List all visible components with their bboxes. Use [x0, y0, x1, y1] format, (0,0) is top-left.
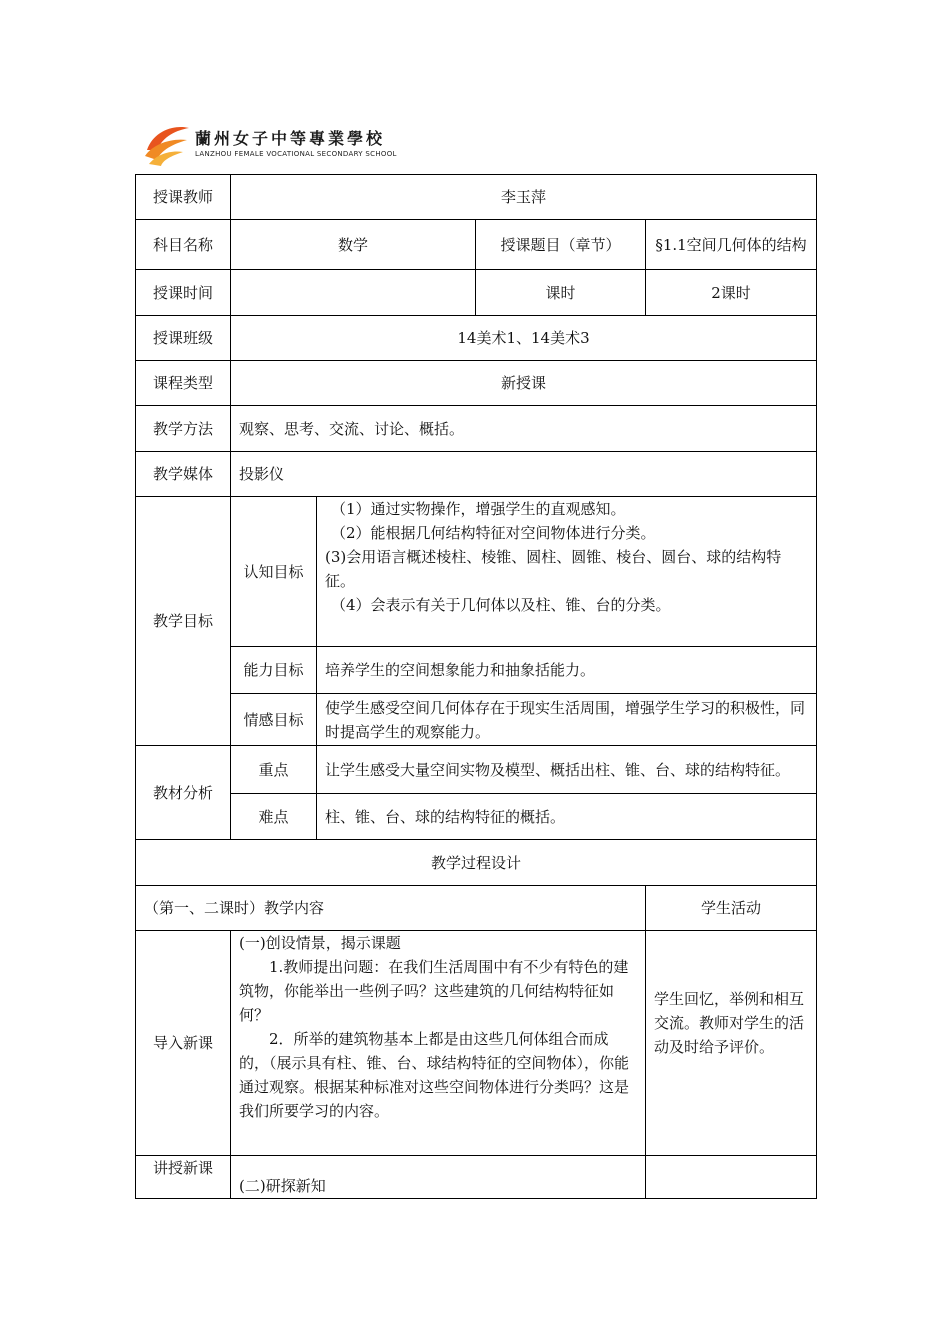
method-label: 教学方法 [136, 406, 231, 452]
time-value [231, 270, 476, 316]
type-label: 课程类型 [136, 361, 231, 406]
time-label: 授课时间 [136, 270, 231, 316]
school-logo [143, 122, 397, 170]
cognitive-item: （4）会表示有关于几何体以及柱、锥、台的分类。 [331, 596, 671, 614]
flame-logo-icon [143, 122, 193, 168]
analysis-label: 教材分析 [136, 746, 231, 840]
cognitive-label: 认知目标 [231, 497, 317, 647]
teacher-value: 李玉萍 [231, 175, 817, 220]
row-goal-emotion [136, 694, 817, 746]
row-analysis-difficult [136, 794, 817, 840]
row-process-header [136, 886, 817, 931]
topic-label: 授课题目（章节） [476, 220, 646, 270]
row-intro [136, 931, 817, 1156]
subject-value: 数学 [231, 220, 476, 270]
emotion-label: 情感目标 [231, 694, 317, 746]
cognitive-item: （1）通过实物操作，增强学生的直观感知。 [331, 500, 626, 518]
row-media [136, 452, 817, 497]
difficult-value: 柱、锥、台、球的结构特征的概括。 [317, 794, 817, 840]
content-header: （第一、二课时）教学内容 [136, 886, 646, 931]
cognitive-value [317, 497, 817, 647]
new-heading: (二)研探新知 [231, 1156, 646, 1199]
row-goal-ability [136, 647, 817, 694]
topic-value: §1.1空间几何体的结构 [646, 220, 817, 270]
goals-label: 教学目标 [136, 497, 231, 746]
school-name-cn: 蘭州女子中等專業學校 [195, 129, 386, 148]
method-value: 观察、思考、交流、讨论、概括。 [231, 406, 817, 452]
hours-label: 课时 [476, 270, 646, 316]
intro-activity: 学生回忆，举例和相互交流。教师对学生的活动及时给予评价。 [646, 931, 817, 1156]
row-teacher [136, 175, 817, 220]
intro-paragraph: 2．所举的建筑物基本上都是由这些几何体组合而成的，（展示具有柱、锥、台、球结构特征的空间物体），你能通过观察。根据某种标准对这些空间物体进行分类吗？这是我们所要学习的内容。 [239, 1030, 630, 1120]
cognitive-item: （2）能根据几何结构特征对空间物体进行分类。 [331, 524, 656, 542]
intro-content [231, 931, 646, 1156]
row-analysis-key [136, 746, 817, 794]
subject-label: 科目名称 [136, 220, 231, 270]
new-label: 讲授新课 [136, 1156, 231, 1199]
row-goal-cognitive [136, 497, 817, 647]
emotion-value: 使学生感受空间几何体存在于现实生活周围，增强学生学习的积极性，同时提高学生的观察能力。 [317, 694, 817, 746]
type-value: 新授课 [231, 361, 817, 406]
row-method [136, 406, 817, 452]
process-title: 教学过程设计 [136, 840, 817, 886]
school-name-en: LANZHOU FEMALE VOCATIONAL SECONDARY SCHOOL [195, 150, 397, 158]
activity-header: 学生活动 [646, 886, 817, 931]
difficult-label: 难点 [231, 794, 317, 840]
teacher-label: 授课教师 [136, 175, 231, 220]
ability-value: 培养学生的空间想象能力和抽象括能力。 [317, 647, 817, 694]
row-subject [136, 220, 817, 270]
media-label: 教学媒体 [136, 452, 231, 497]
intro-paragraph: 1.教师提出问题：在我们生活周围中有不少有特色的建筑物，你能举出一些例子吗？这些建筑的几何结构特征如何？ [239, 958, 629, 1024]
cognitive-item: (3)会用语言概述棱柱、棱锥、圆柱、圆锥、棱台、圆台、球的结构特征。 [325, 548, 782, 590]
class-value: 14美术1、14美术3 [231, 316, 817, 361]
class-label: 授课班级 [136, 316, 231, 361]
row-type [136, 361, 817, 406]
lesson-plan-table [135, 174, 817, 1199]
intro-heading: (一)创设情景，揭示课题 [239, 934, 401, 952]
row-new [136, 1156, 817, 1199]
row-process-title [136, 840, 817, 886]
hours-value: 2课时 [646, 270, 817, 316]
intro-label: 导入新课 [136, 931, 231, 1156]
ability-label: 能力目标 [231, 647, 317, 694]
key-value: 让学生感受大量空间实物及模型、概括出柱、锥、台、球的结构特征。 [317, 746, 817, 794]
row-time [136, 270, 817, 316]
media-value: 投影仪 [231, 452, 817, 497]
row-class [136, 316, 817, 361]
new-activity [646, 1156, 817, 1199]
key-label: 重点 [231, 746, 317, 794]
